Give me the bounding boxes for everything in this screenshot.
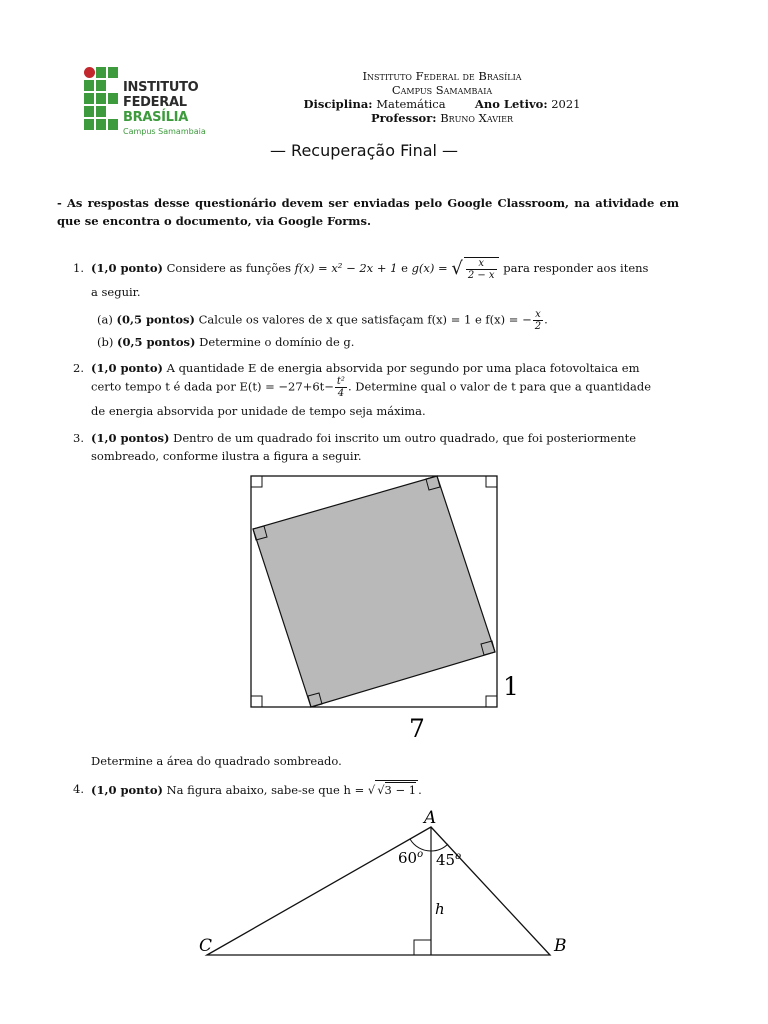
q1-a-points: (0,5 pontos) xyxy=(116,312,195,327)
instructions: - As respostas desse questionário devem ser enviadas pelo Google Classroom, na atividade em que se encontra o documento, via Google Forms. xyxy=(57,196,679,228)
q1-a-text: Calcule os valores de x que satisfaçam f(x) = 1 e f(x) = − xyxy=(198,312,532,327)
q1-a-fraction: $\frac{x}{2}$ xyxy=(534,309,542,332)
q2-points: (1,0 ponto) xyxy=(91,361,163,375)
q3-shaded-square xyxy=(253,476,495,707)
q1-g-lhs: g(x) = xyxy=(411,261,448,275)
q1-text-c: a seguir. xyxy=(91,285,141,299)
q4-points: (1,0 ponto) xyxy=(91,783,163,797)
q4-label-c: C xyxy=(199,936,213,956)
q1-and: e xyxy=(401,261,408,275)
year-label: Ano Letivo: xyxy=(474,97,548,111)
q1-text-b: para responder aos itens xyxy=(503,261,649,275)
q1-b-text: Determine o domínio de g. xyxy=(199,335,355,349)
header-campus: Campus Samambaia xyxy=(391,83,493,97)
discipline-label: Disciplina: xyxy=(303,97,373,111)
logo-line-3: Campus Samambaia xyxy=(123,127,206,136)
q2-text-1: A quantidade E de energia absorvida por segundo por uma placa fotovoltaica em xyxy=(166,361,640,375)
q3-corner-mark xyxy=(486,696,497,707)
q4-number: 4. xyxy=(73,782,84,796)
q4-label-b: B xyxy=(554,936,567,956)
logo-red-dot xyxy=(84,67,95,78)
q2-line-2: certo tempo t é dada por E(t) = −27+6t− $\frac{\text{t²}}{4}$ . Determine qual o valor de t para que a quantidade xyxy=(91,376,652,399)
q2-number: 2. xyxy=(73,361,84,375)
q3-text: (1,0 pontos) Dentro de um quadrado foi inscrito um outro quadrado, que foi posteriormente sombreado, conforme ilustra a figura a seguir. xyxy=(91,431,637,463)
q2-line-1 xyxy=(91,359,681,377)
q1-text: (1,0 ponto) Considere as funções f(x) = x² − 2x + 1 e g(x) = √ $\frac{x}{2 - x}$ para responder aos itens a seguir. xyxy=(91,258,649,299)
discipline-value: Matemática xyxy=(376,97,446,111)
q1-points: (1,0 ponto) xyxy=(91,261,163,275)
logo-line-1: INSTITUTO FEDERAL xyxy=(123,80,199,110)
q4-root: √3 − 1 xyxy=(375,780,418,799)
q1-number: 1. xyxy=(73,261,84,275)
q4-right-angle-mark xyxy=(414,940,431,955)
q1-item-a: (a) (0,5 pontos) Calcule os valores de x que satisfaçam f(x) = 1 e f(x) = − $\frac{x}{2}$ . xyxy=(97,309,548,332)
q3-corner-mark xyxy=(251,476,262,487)
q4-angle-60: 60$^o$ xyxy=(398,849,424,867)
q3-question: Determine a área do quadrado sombreado. xyxy=(91,754,342,768)
header-discipline-line xyxy=(280,97,604,111)
q3-label-7: 7 xyxy=(409,714,425,743)
logo-grid-icon xyxy=(84,67,118,131)
professor-label: Professor: xyxy=(370,111,437,125)
header-professor-line xyxy=(280,111,604,125)
q4-label-h: h xyxy=(435,900,445,918)
document-header xyxy=(280,69,604,125)
q1-g-fraction: $\frac{x}{2 - x}$ xyxy=(464,257,499,281)
header-institution: Instituto Federal de Brasília xyxy=(362,69,522,83)
page-title: — Recuperação Final — xyxy=(269,141,459,160)
q4-triangle xyxy=(207,827,550,955)
q4-text: (1,0 ponto) Na figura abaixo, sabe-se que h = √ √3 − 1 . xyxy=(91,780,681,799)
q1-f-expression: f(x) = x² − 2x + 1 xyxy=(294,261,398,275)
q1-text-a: Considere as funções xyxy=(166,261,291,275)
q3-corner-mark xyxy=(486,476,497,487)
q3-points: (1,0 pontos) xyxy=(91,431,170,445)
q3-square-figure xyxy=(240,468,530,748)
professor-value: Bruno Xavier xyxy=(440,111,514,125)
q4-label-a: A xyxy=(424,808,437,828)
q2-line-3: de energia absorvida por unidade de tempo seja máxima. xyxy=(91,404,426,418)
q3-corner-mark xyxy=(251,696,262,707)
q4-angle-45: 45$^o$ xyxy=(436,851,462,869)
q3-number: 3. xyxy=(73,431,84,445)
logo-line-2: BRASÍLIA xyxy=(123,110,188,125)
q4-triangle-figure xyxy=(190,800,580,970)
q2-fraction: $\frac{\text{t²}}{4}$ xyxy=(336,376,345,399)
q1-item-b: (b) (0,5 pontos) Determine o domínio de g. xyxy=(97,335,355,349)
q4-angle-arc-right xyxy=(431,844,448,851)
q1-b-points: (0,5 pontos) xyxy=(117,335,196,349)
q3-label-1: 1 xyxy=(503,672,519,701)
institution-logo xyxy=(84,64,234,134)
year-value: 2021 xyxy=(551,97,581,111)
